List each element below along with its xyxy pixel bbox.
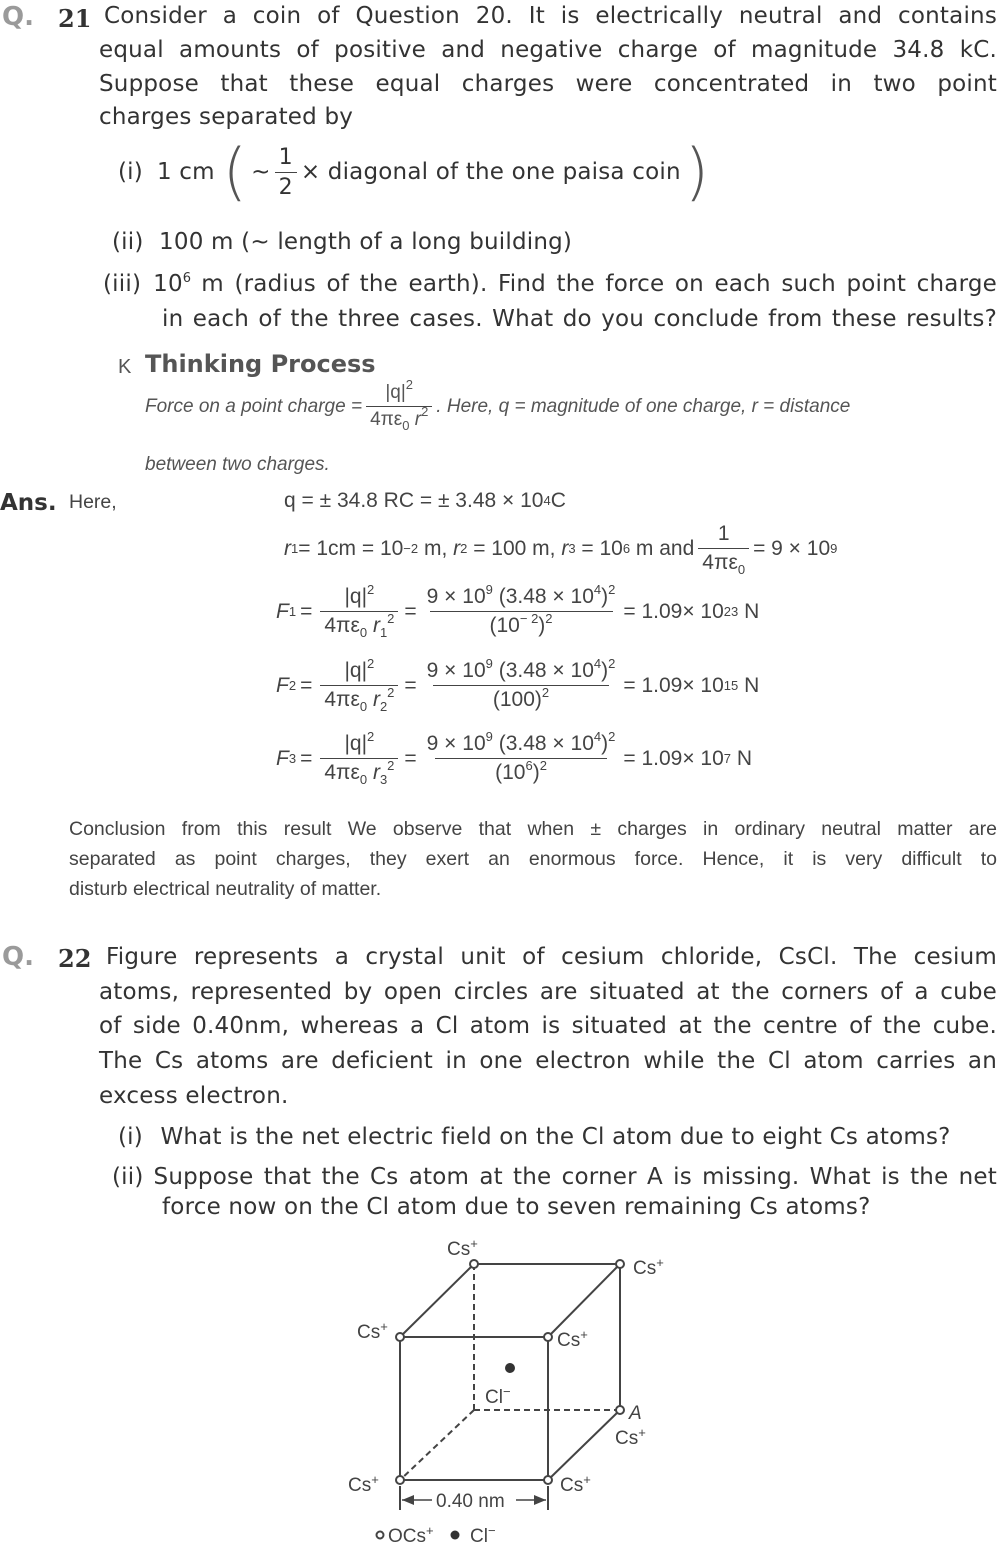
subscript: 0 [359, 699, 368, 714]
equation-text: = 1cm = 10 [298, 536, 404, 560]
legend-cs-label: OCs+ [388, 1523, 434, 1545]
exponent: 6 [182, 271, 192, 286]
formula-prefix: Force on a point charge = [145, 395, 363, 417]
force-symbol: F [276, 599, 289, 623]
r-symbol: r [372, 761, 380, 784]
equals: = [300, 746, 313, 770]
q22-line: Figure represents a crystal unit of cesium chloride, CsCl. The cesium [106, 944, 997, 970]
item-text: m (radius of the earth). Find the force on each such point charge [201, 271, 997, 297]
cs-label: Cs+ [447, 1236, 478, 1260]
exponent: 9 [485, 656, 493, 671]
conclusion-line: separated as point charges, they exert an enormous force. Hence, it is very difficult to [69, 848, 997, 870]
thinking-line2: between two charges. [145, 454, 330, 475]
item-text: 1 cm [156, 159, 215, 185]
q22-item-ii-line2: force now on the Cl atom due to seven remaining Cs atoms? [162, 1194, 871, 1220]
cs-label: Cs+ [633, 1255, 664, 1279]
corner-a-label: A [629, 1403, 642, 1424]
denominator: (10 [489, 614, 520, 637]
item-label: (i) [118, 159, 143, 185]
subscript: 0 [737, 562, 746, 577]
cs-label: Cs+ [615, 1425, 646, 1449]
equation-text: m, [418, 536, 454, 560]
q21-item-iii-line2: in each of the three cases. What do you conclude from these results? [162, 306, 997, 332]
exponent: 4 [593, 582, 602, 597]
thinking-process-title: Thinking Process [145, 350, 376, 378]
exponent: 2 [608, 656, 616, 671]
item-text: 100 m (~ length of a long building) [159, 229, 573, 255]
exponent: 4 [593, 729, 602, 744]
conclusion-line: Conclusion from this result We observe that when ± charges in ordinary neutral matter are [69, 818, 997, 840]
cs-atom [616, 1260, 624, 1268]
denominator: 4πε [702, 551, 738, 574]
exponent: 2 [387, 611, 395, 626]
item-text: × diagonal of the one paisa coin [300, 159, 681, 185]
item-text: Suppose that the Cs atom at the corner A is missing. What is the net [153, 1164, 997, 1190]
cs-atom [396, 1333, 404, 1341]
item-label: (ii) [112, 1164, 144, 1190]
exponent: 2 [608, 729, 616, 744]
exponent: 2 [387, 685, 395, 700]
q22-line: The Cs atoms are deficient in one electron while the Cl atom carries an [99, 1048, 997, 1074]
cs-atom [544, 1333, 552, 1341]
numerator-part: ) [601, 659, 609, 682]
r-symbol: r [561, 536, 569, 560]
r-symbol: r [414, 409, 422, 430]
subscript: 2 [379, 699, 388, 714]
item-label: (iii) [103, 271, 142, 297]
question-marker: Q. [2, 942, 34, 972]
equation-text: = 100 m, [467, 536, 562, 560]
numerator-part: ) [601, 585, 609, 608]
numerator: |q| [385, 382, 406, 403]
force-symbol: F [276, 673, 289, 697]
legend-cs-symbol [377, 1532, 384, 1539]
exponent: 2 [541, 685, 550, 700]
numerator-part: 9 × 10 [426, 732, 486, 755]
exponent: 2 [367, 729, 375, 744]
thinking-bullet-icon: K [118, 356, 132, 378]
cs-label: Cs+ [560, 1472, 591, 1496]
equals: = [300, 599, 313, 623]
r-symbol: r [372, 614, 380, 637]
denominator: 4πε [370, 409, 403, 430]
equals: = [300, 673, 313, 697]
denominator: 4πε [324, 688, 360, 711]
question-number: 21 [58, 4, 92, 33]
dimension-label: 0.40 nm [436, 1491, 505, 1512]
subscript: 1 [379, 625, 388, 640]
denominator: (10 [495, 761, 526, 784]
r-symbol: r [372, 688, 380, 711]
cube-edge [548, 1410, 620, 1480]
exponent: 9 [485, 729, 493, 744]
equation-text: q = ± 34.8 RC = ± 3.48 × 10 [284, 489, 544, 512]
exponent: 2 [367, 656, 375, 671]
force-result: = 1.09× 10 [623, 746, 724, 770]
force-equation-1: F 1 = $\frac{|q|^2}{4\pi\varepsilon_0 r_1^2}$ = $\frac{9 \times 10^9 (3.48 \times 10^4)^2}{(10^{- 2})^2}$ = 1.09× 10 23 N [276, 582, 760, 640]
unit: N [738, 599, 760, 623]
answer-here: Here, [69, 491, 117, 513]
numerator-part: (3.48 × 10 [492, 659, 594, 682]
unit: N [731, 746, 753, 770]
numerator: |q| [344, 659, 368, 682]
q21-line: charges separated by [99, 104, 354, 130]
exponent: 9 [485, 582, 493, 597]
denominator-close: ) [538, 614, 546, 637]
numerator: 1 [278, 144, 293, 170]
subscript: 0 [402, 418, 410, 433]
exponent: 2 [608, 582, 616, 597]
numerator: |q| [344, 585, 368, 608]
force-result: = 1.09× 10 [623, 599, 724, 623]
cl-atom [505, 1363, 515, 1373]
force-equation-2: F 2 = $\frac{|q|^2}{4\pi\varepsilon_0 r_2^2}$ = $\frac{9 \times 10^9 (3.48 \times 10^4)^2}{(100)^2}$ = 1.09× 10 15 N [276, 656, 760, 714]
distance-equation: r 1 = 1cm = 10 −2 m, r 2 = 100 m, r 3 = 10 6 m and $\frac{1}{4\pi\varepsilon_0}$ = 9 × 10 9 [284, 522, 838, 577]
q21-line: Suppose that these equal charges were concentrated in two point [99, 71, 997, 97]
conclusion-line: disturb electrical neutrality of matter. [69, 878, 382, 900]
denominator: 4πε [324, 761, 360, 784]
cube-edge [400, 1264, 474, 1337]
cs-atom [470, 1260, 478, 1268]
denominator-close: ) [532, 761, 540, 784]
cs-atom [544, 1476, 552, 1484]
q22-line: excess electron. [99, 1083, 289, 1109]
equation-text: = 9 × 10 [753, 536, 831, 560]
denominator: 2 [275, 172, 297, 200]
r-symbol: r [284, 536, 291, 560]
denominator: 4πε [324, 614, 360, 637]
equals: = [404, 599, 417, 623]
exponent: 2 [387, 758, 395, 773]
cl-label: Cl− [485, 1384, 511, 1408]
r-symbol: r [453, 536, 461, 560]
equals: = [404, 746, 417, 770]
force-symbol: F [276, 746, 289, 770]
force-result: = 1.09× 10 [623, 673, 724, 697]
numerator-part: ) [601, 732, 609, 755]
q22-line: atoms, represented by open circles are situated at the corners of a cube [99, 979, 997, 1005]
right-paren: ) [684, 135, 710, 208]
q22-line: of side 0.40nm, whereas a Cl atom is situated at the centre of the cube. [99, 1013, 997, 1039]
left-paren: ( [222, 135, 248, 208]
formula-suffix: . Here, q = magnitude of one charge, r = distance [436, 395, 851, 417]
hidden-edge [400, 1410, 474, 1480]
q21-line: Consider a coin of Question 20. It is electrically neutral and contains [104, 3, 997, 29]
numerator-part: 9 × 10 [426, 659, 486, 682]
exponent-base: 10 [153, 271, 183, 297]
arrow-left-icon [402, 1495, 414, 1505]
exponent: 2 [367, 582, 375, 597]
legend-cl-label: Cl− [470, 1523, 496, 1545]
exponent: − 2 [519, 611, 539, 626]
item-label: (i) [118, 1124, 143, 1150]
exponent: 6 [525, 758, 533, 773]
answer-label: Ans. [0, 490, 57, 516]
subscript: 0 [359, 625, 368, 640]
numerator-part: (3.48 × 10 [492, 732, 594, 755]
exponent: 4 [593, 656, 602, 671]
cs-label: Cs+ [348, 1472, 379, 1496]
equation-text: m and [630, 536, 695, 560]
cs-atom [396, 1476, 404, 1484]
exponent: 2 [545, 611, 553, 626]
denominator-close: ) [534, 688, 542, 711]
numerator: |q| [344, 732, 368, 755]
numerator: 1 [717, 522, 730, 545]
charge-equation: q = ± 34.8 RC = ± 3.48 × 10 4 C [284, 489, 566, 512]
cs-label: Cs+ [557, 1327, 588, 1351]
numerator-part: (3.48 × 10 [492, 585, 594, 608]
arrow-right-icon [534, 1495, 546, 1505]
legend-cl-symbol [451, 1531, 460, 1540]
exponent: 2 [405, 377, 414, 392]
equals: = [404, 673, 417, 697]
question-marker: Q. [2, 2, 34, 32]
unit: C [550, 489, 566, 512]
tilde: ~ [251, 159, 271, 185]
exponent: 2 [421, 404, 429, 419]
subscript: 3 [379, 772, 388, 787]
cs-atom-a [616, 1406, 624, 1414]
force-equation-3: F 3 = $\frac{|q|^2}{4\pi\varepsilon_0 r_3^2}$ = $\frac{9 \times 10^9 (3.48 \times 10^4)^2}{(10^6)^2}$ = 1.09× 10 7 N [276, 729, 753, 787]
denominator: (100 [492, 688, 535, 711]
q21-line: equal amounts of positive and negative charge of magnitude 34.8 kC. [99, 37, 997, 63]
unit: N [738, 673, 760, 697]
question-number: 22 [58, 944, 92, 973]
subscript: 0 [359, 772, 368, 787]
item-label: (ii) [112, 229, 144, 255]
exponent: 2 [539, 758, 547, 773]
equation-text: = 10 [575, 536, 623, 560]
cs-label: Cs+ [357, 1319, 388, 1343]
item-text: What is the net electric field on the Cl atom due to eight Cs atoms? [160, 1124, 951, 1150]
numerator-part: 9 × 10 [426, 585, 486, 608]
